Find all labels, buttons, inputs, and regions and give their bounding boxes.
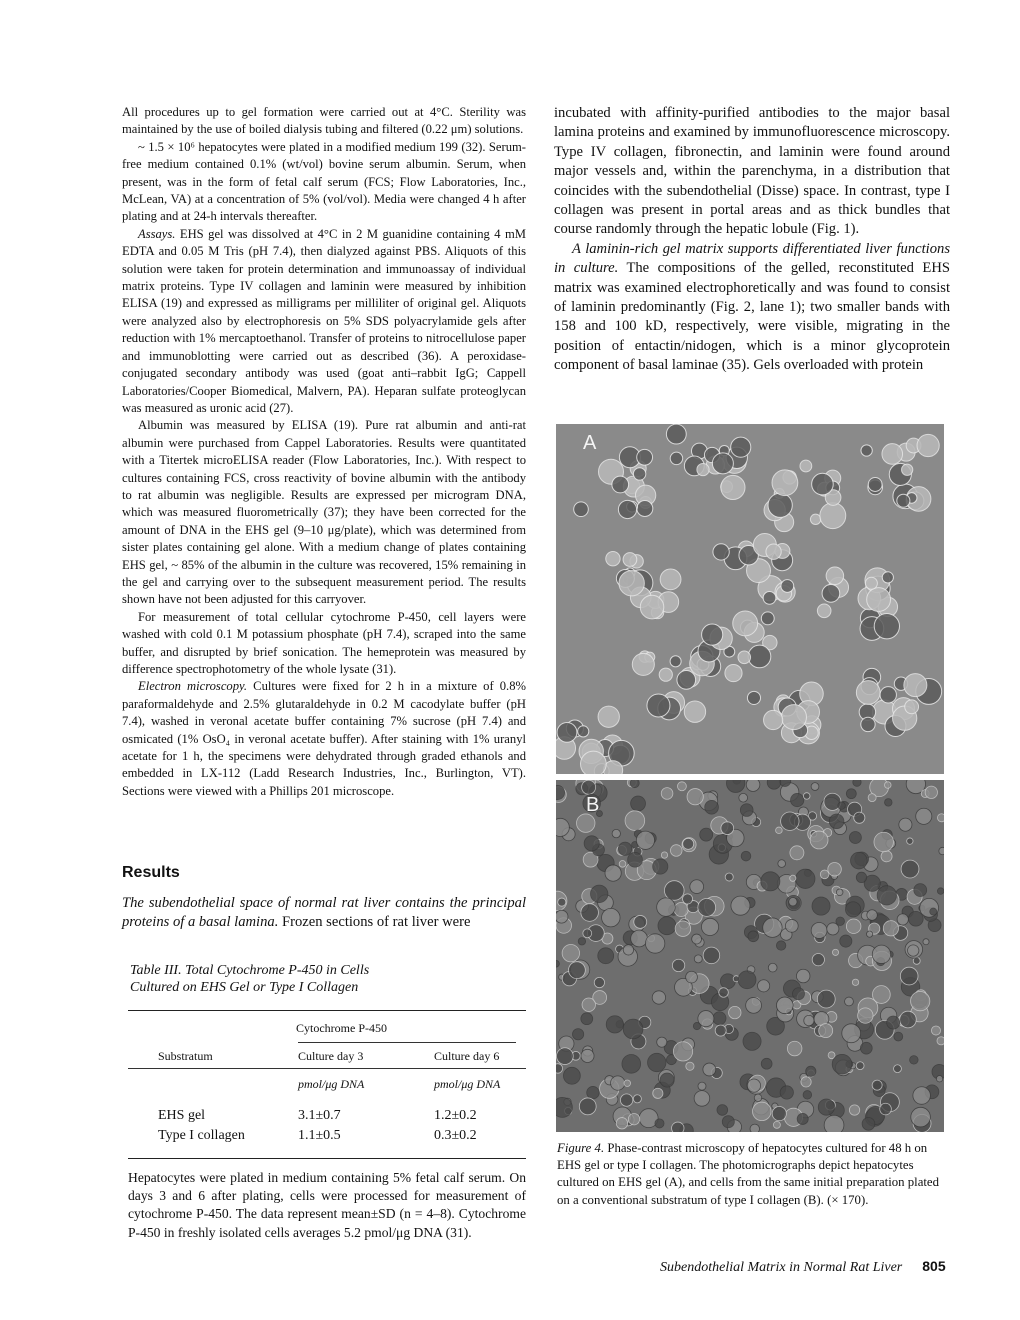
table-row xyxy=(128,1126,526,1159)
micrograph-panel-a xyxy=(556,424,944,774)
micrograph-b-image xyxy=(556,780,944,1132)
table-title-line-2: Cultured on EHS Gel or Type I Collagen xyxy=(130,980,359,995)
data-table xyxy=(128,1010,526,1161)
results-paragraph xyxy=(122,894,526,933)
em-text: Cultures were fixed for 2 h in a mixture of 0.8% paraformaldehyde and 2.5% glutaraldehyde in 0.2 M cacodylate buffer (pH 7.4), washed in veronal acetate buffer containing 7% sucrose (pH 7.4) and osmicated (1% OsO₄ in veronal acetate buffer). After staining with 1% uranyl acetate for 1 h, the specimens were dehydrated through graded ethanols and embedded in LX-112 (Ladd Research Industries, Inc., Burlington, VT). Sections were viewed with a Phillips 201 microscope. xyxy=(122,679,526,798)
row-day3: 3.1±0.7 xyxy=(298,1108,341,1123)
page-footer xyxy=(660,1258,960,1276)
header-substratum: Substratum xyxy=(158,1049,213,1063)
paragraph-cytochrome: For measurement of total cellular cytochrome P-450, cell layers were washed with cold 0.1 M potassium phosphate (pH 7.4), scraped into the same buffer, and disrupted by brief sonication. The hemeprotein was measured by difference spectrophotometry of the whole lysate (31). xyxy=(122,609,526,676)
group-header: Cytochrome P-450 xyxy=(296,1021,387,1035)
paragraph-albumin: Albumin was measured by ELISA (19). Pure rat albumin and anti-rat albumin were purchased from Cappel Laboratories. Results were quantitated with a Titertek microELISA reader (Flow Laboratories, Inc.). With respect to cultures containing FCS, cross reactivity of bovine albumin with the antibody to rat albumin was negligible. Results are expressed per microgram DNA, which was measured fluorometrically (37); they have been corrected for the amount of DNA in the EHS gel (9–10 μg/plate), which was determined from sister plates containing gel alone. With a medium change of plates containing EHS gel, ~ 85% of the albumin in the culture was recovered, 15% remaining in the gel and carrying over to the subsequent measurement period. The results shown have not been adjusted for this carryover. xyxy=(122,418,526,607)
row-substratum: Type I collagen xyxy=(158,1128,245,1143)
row-day6: 1.2±0.2 xyxy=(434,1108,477,1123)
right-column xyxy=(554,104,950,376)
paragraph-sterility: All procedures up to gel formation were carried out at 4°C. Sterility was maintained by the use of boiled dialysis tubing and filtered (0.22 μm) solutions. xyxy=(122,105,526,137)
panel-label-b: B xyxy=(586,794,600,816)
paragraph-assays xyxy=(122,226,526,417)
row-day6: 0.3±0.2 xyxy=(434,1128,477,1143)
unit-day3: pmol/μg DNA xyxy=(298,1077,365,1091)
row-day3: 1.1±0.5 xyxy=(298,1128,341,1143)
paragraph-laminin-gel xyxy=(554,240,950,376)
results-italic-lead: The subendothelial space of normal rat liver contains the principal proteins of a basal lamina. xyxy=(122,895,526,931)
results-text: Frozen sections of rat liver were xyxy=(278,914,471,931)
figure-caption-text: Phase-contrast microscopy of hepatocytes cultured for 48 h on EHS gel or type I collagen. The photomicrographs depict hepatocytes cultured on EHS gel (A), and cells from the same initial preparation plated on a conventional substratum of type I collagen (B). (× 170). xyxy=(557,1141,940,1207)
row-substratum: EHS gel xyxy=(158,1108,206,1123)
table-row xyxy=(128,1102,526,1126)
paragraph-electron-microscopy xyxy=(122,678,526,800)
paragraph-plating: ~ 1.5 × 10⁶ hepatocytes were plated in a modified medium 199 (32). Serum-free medium contained 0.1% (wt/vol) bovine serum albumin. Serum, when present, was in the form of fetal calf serum (FCS; Flow Laboratories, Inc., McLean, VA) at a concentration of 5% (vol/vol). Media were changed 4 h after plating and at 24-h intervals thereafter. xyxy=(122,139,526,224)
micrograph-panel-b xyxy=(556,780,944,1132)
results-heading: Results xyxy=(122,864,180,881)
panel-label-a: A xyxy=(583,432,597,454)
figure-caption xyxy=(557,1140,949,1209)
laminin-italic-lead: A laminin-rich gel matrix supports differentiated liver functions in culture. xyxy=(554,240,950,277)
left-column xyxy=(122,104,526,800)
paragraph-immunofluorescence: incubated with affinity-purified antibodies to the major basal lamina proteins and examined by immunofluorescence microscopy. Type IV collagen, fibronectin, and laminin were found around major vessels and, within the parenchyma, in a distribution that coincides with the subendothelial (Disse) space. In contrast, type I collagen was present in portal areas and as thick bundles that course randomly through the hepatic lobule (Fig. 1). xyxy=(554,105,950,238)
assays-text: EHS gel was dissolved at 4°C in 2 M guanidine containing 4 mM EDTA and 0.05 M Tris (pH 7.4), then dialyzed against PBS. Aliquots of this solution were taken for protein determination and immunoassay of individual matrix proteins. Type IV collagen and laminin were measured by inhibition ELISA (19) and expressed as milligrams per milliliter of original gel. Aliquots were analyzed also by electrophoresis on 5% SDS polyacrylamide gels after reduction with 1% mercaptoethanol. Transfer of proteins to nitrocellulose paper and immunoblotting were carried out as described (36). A peroxidase-conjugated secondary antibody was used (goat anti–rabbit IgG; Cappell Laboratories/Cooper Biomedical, Malvern, PA). Heparan sulfate proteoglycan was measured as uronic acid (27). xyxy=(122,226,526,415)
table-title-line-1: Table III. Total Cytochrome P-450 in Cells xyxy=(130,963,370,978)
table-iii xyxy=(128,962,526,1242)
header-day3: Culture day 3 xyxy=(298,1049,364,1063)
laminin-text: The compositions of the gelled, reconstituted EHS matrix was examined electrophoretically and was found to consist of laminin predominantly (Fig. 2, lane 1); two smaller bands with 158 and 100 kD, respectively, were visible, migrating in the position of entactin/nidogen, which is a minor glycoprotein component of basal laminae (35). Gels overloaded with protein xyxy=(554,260,950,374)
micrograph-a-image xyxy=(556,424,944,774)
running-title: Subendothelial Matrix in Normal Rat Liver xyxy=(660,1260,903,1275)
page-number: 805 xyxy=(922,1258,946,1274)
table-footnote: Hepatocytes were plated in medium containing 5% fetal calf serum. On days 3 and 6 after plating, cells were processed for measurement of cytochrome P-450. The data represent mean±SD (n = 4–8). Cytochrome P-450 in freshly isolated cells averages 5.2 pmol/μg DNA (31). xyxy=(128,1170,526,1240)
figure-caption-lead: Figure 4. xyxy=(557,1141,605,1155)
table-title xyxy=(130,962,526,996)
header-day6: Culture day 6 xyxy=(434,1049,500,1063)
em-heading: Electron microscopy. xyxy=(138,679,248,694)
assays-heading: Assays. xyxy=(138,226,176,241)
unit-day6: pmol/μg DNA xyxy=(434,1077,501,1091)
